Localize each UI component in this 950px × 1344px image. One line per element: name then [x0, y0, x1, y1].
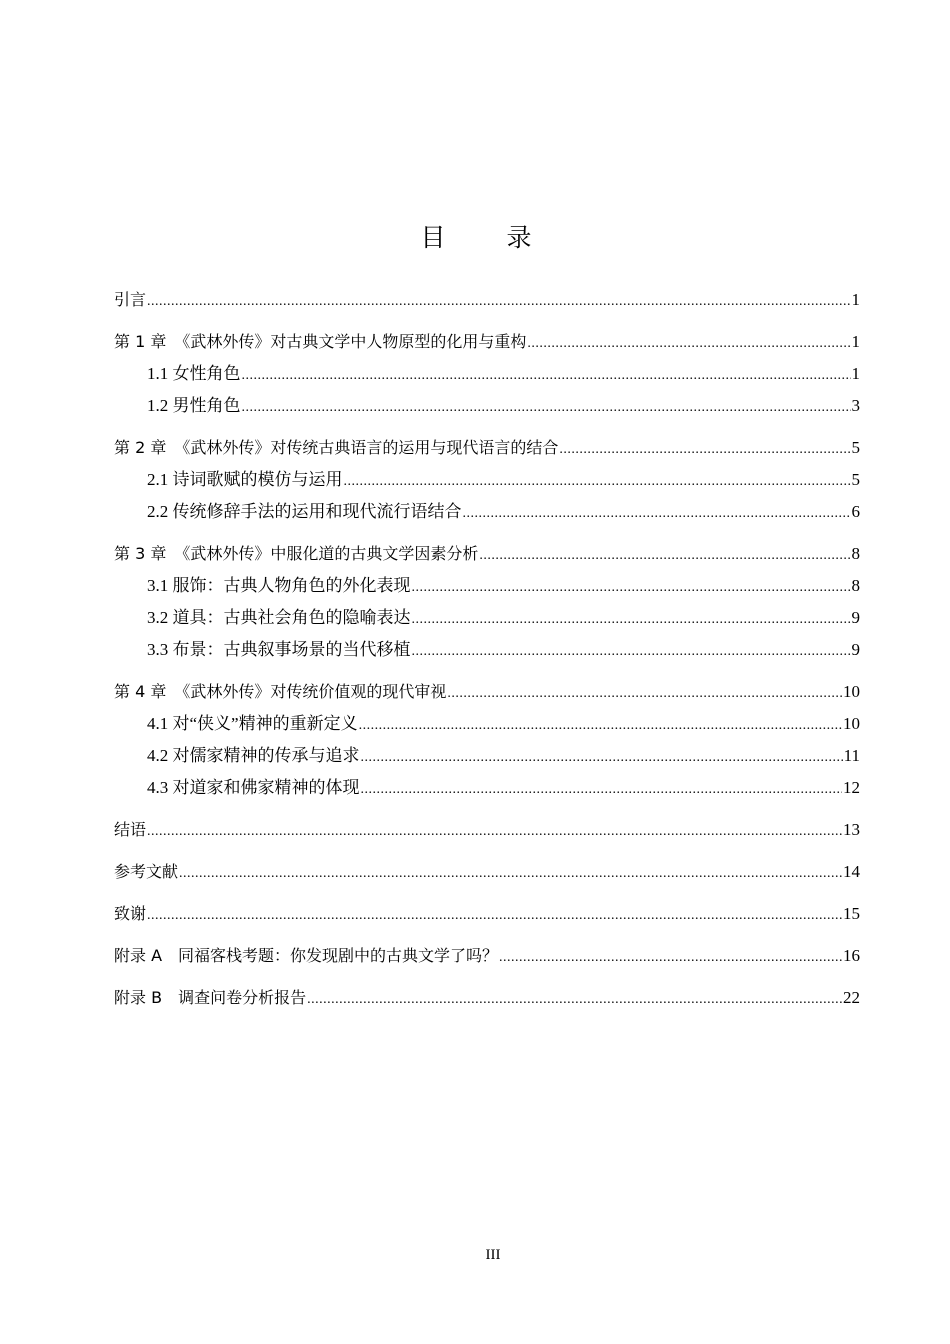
toc-entry-section-3-2[interactable] [114, 602, 860, 634]
toc-entry-label: 1.2 男性角色 [147, 396, 241, 415]
toc-entry-section-2-1[interactable] [114, 464, 860, 496]
toc-entry-label: 3.2 道具：古典社会角色的隐喻表达 [147, 608, 411, 627]
dot-leader [147, 900, 842, 932]
dot-leader [412, 572, 851, 604]
toc-entry-page: 9 [851, 608, 860, 627]
toc-entry-label: 4.3 对道家和佛家精神的体现 [147, 778, 360, 797]
dot-leader [307, 984, 842, 1016]
dot-leader [361, 742, 843, 774]
dot-leader [463, 498, 851, 530]
dot-leader [147, 816, 842, 848]
toc-entry-page: 10 [843, 682, 860, 701]
toc-entry-conclusion[interactable] [114, 814, 860, 846]
toc-entry-page: 5 [851, 470, 860, 489]
toc-entry-introduction[interactable] [114, 284, 860, 316]
dot-leader [344, 466, 851, 498]
dot-leader [447, 678, 842, 710]
toc-title: 目 录 [420, 223, 550, 252]
dot-leader [412, 636, 851, 668]
toc-entry-section-4-3[interactable] [114, 772, 860, 804]
dot-leader [361, 774, 843, 806]
toc-entry-label: 致谢 [114, 904, 147, 923]
toc-entry-page: 9 [851, 640, 860, 659]
toc-entry-chapter-2[interactable] [114, 432, 860, 464]
toc-entry-label: 2.2 传统修辞手法的运用和现代流行语结合 [147, 502, 462, 521]
toc-entry-page: 13 [843, 820, 860, 839]
toc-entry-page: 1 [851, 290, 860, 309]
dot-leader [242, 360, 851, 392]
toc-entry-section-1-1[interactable] [114, 358, 860, 390]
toc-entry-section-1-2[interactable] [114, 390, 860, 422]
dot-leader [359, 710, 842, 742]
toc-entry-section-3-1[interactable] [114, 570, 860, 602]
toc-entry-section-3-3[interactable] [114, 634, 860, 666]
toc-entry-label: 引言 [114, 290, 147, 309]
dot-leader [412, 604, 851, 636]
toc-entry-label: 第 3 章 《武林外传》中服化道的古典文学因素分析 [114, 544, 479, 563]
dot-leader [559, 434, 850, 466]
toc-entry-appendix-b[interactable] [114, 982, 860, 1014]
toc-entry-page: 14 [843, 862, 860, 881]
toc-entry-page: 8 [851, 544, 860, 563]
toc-entry-page: 10 [843, 714, 860, 733]
toc-entry-label: 参考文献 [114, 862, 179, 881]
toc-entry-page: 3 [851, 396, 860, 415]
toc-entry-label: 4.1 对“侠义”精神的重新定义 [147, 714, 358, 733]
toc-entry-page: 15 [843, 904, 860, 923]
toc-entry-page: 22 [843, 988, 860, 1007]
toc-entry-chapter-1[interactable] [114, 326, 860, 358]
dot-leader [242, 392, 851, 424]
table-of-contents [114, 284, 860, 1014]
dot-leader [499, 942, 842, 974]
toc-entry-acknowledgements[interactable] [114, 898, 860, 930]
toc-entry-page: 16 [843, 946, 860, 965]
toc-entry-page: 8 [851, 576, 860, 595]
toc-entry-page: 5 [851, 438, 860, 457]
dot-leader [527, 328, 850, 360]
page-number-footer: III [485, 1247, 501, 1263]
toc-entry-label: 第 2 章 《武林外传》对传统古典语言的运用与现代语言的结合 [114, 438, 559, 457]
toc-entry-appendix-a[interactable] [114, 940, 860, 972]
toc-entry-page: 11 [843, 746, 860, 765]
dot-leader [179, 858, 842, 890]
toc-entry-page: 6 [851, 502, 860, 521]
toc-entry-chapter-4[interactable] [114, 676, 860, 708]
toc-entry-label: 结语 [114, 820, 147, 839]
toc-entry-label: 附录 B 调查问卷分析报告 [114, 988, 307, 1007]
toc-entry-section-4-2[interactable] [114, 740, 860, 772]
toc-entry-label: 附录 A 同福客栈考题：你发现剧中的古典文学了吗？ [114, 946, 499, 965]
toc-entry-references[interactable] [114, 856, 860, 888]
dot-leader [147, 286, 850, 318]
toc-entry-label: 3.1 服饰：古典人物角色的外化表现 [147, 576, 411, 595]
toc-entry-label: 1.1 女性角色 [147, 364, 241, 383]
toc-entry-page: 1 [851, 332, 860, 351]
toc-entry-chapter-3[interactable] [114, 538, 860, 570]
dot-leader [479, 540, 850, 572]
toc-entry-label: 3.3 布景：古典叙事场景的当代移植 [147, 640, 411, 659]
toc-entry-label: 4.2 对儒家精神的传承与追求 [147, 746, 360, 765]
toc-entry-section-4-1[interactable] [114, 708, 860, 740]
toc-entry-page: 12 [843, 778, 860, 797]
toc-entry-label: 2.1 诗词歌赋的模仿与运用 [147, 470, 343, 489]
toc-entry-label: 第 4 章 《武林外传》对传统价值观的现代审视 [114, 682, 447, 701]
toc-entry-page: 1 [851, 364, 860, 383]
toc-entry-section-2-2[interactable] [114, 496, 860, 528]
toc-entry-label: 第 1 章 《武林外传》对古典文学中人物原型的化用与重构 [114, 332, 527, 351]
